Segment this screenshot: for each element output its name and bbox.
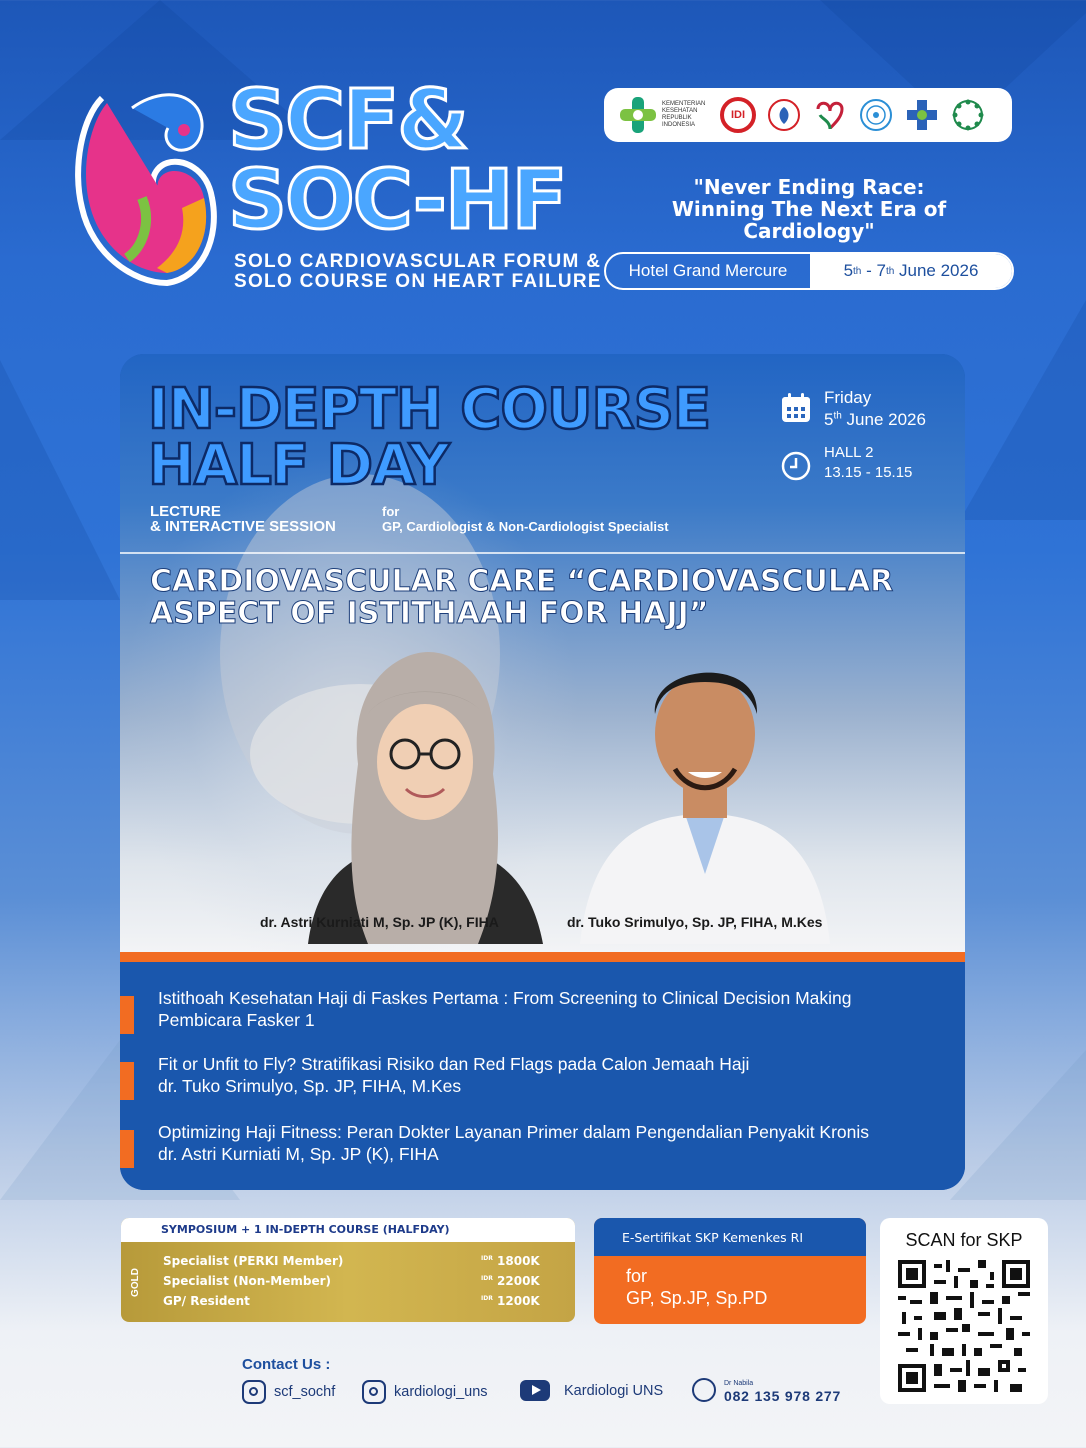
whatsapp-number[interactable]: 082 135 978 277 [724, 1388, 842, 1404]
course-time: 13.15 - 15.15 [824, 464, 913, 481]
agenda-title: Fit or Unfit to Fly? Stratifikasi Risiko dan Red Flags pada Calon Jemaah Haji [158, 1054, 750, 1074]
qr-card[interactable] [880, 1218, 1048, 1404]
course-title-line2: HALF DAY [148, 433, 449, 498]
topic-title-line2: ASPECT OF ISTITHAAH FOR HAJJ” [150, 596, 709, 631]
whatsapp-contact-name: Dr Nabila [724, 1380, 754, 1387]
agenda-speaker: dr. Tuko Srimulyo, Sp. JP, FIHA, M.Kes [158, 1076, 462, 1096]
tagline-line1: "Never Ending Race: [693, 175, 925, 199]
venue: Hotel Grand Mercure [628, 261, 788, 280]
course-card [120, 354, 965, 1190]
topic-title [150, 566, 950, 630]
event-dates: 5 th - 7 th June 2026 [810, 254, 1012, 288]
kemenkes-icon [618, 95, 658, 135]
instagram-handle[interactable]: scf_sochf [274, 1384, 336, 1400]
agenda-speaker: dr. Astri Kurniati M, Sp. JP (K), FIHA [158, 1144, 439, 1164]
contact-whatsapp[interactable] [692, 1378, 841, 1402]
qr-code-icon[interactable] [898, 1260, 1030, 1392]
kemenkes-text: KEMENTERIAN KESEHATAN REPUBLIK INDONESIA [662, 101, 706, 128]
qr-title: SCAN for SKP [905, 1230, 1023, 1250]
kemenkes-logo [618, 95, 710, 135]
brand-title-line2: SOC-HF [228, 153, 566, 248]
price-row: Specialist (PERKI Member) $^{IDR}$ 1800K [163, 1254, 540, 1268]
muhammadiyah-logo-icon [950, 97, 986, 133]
agenda-marker [120, 1062, 134, 1100]
course-day: Friday [824, 388, 872, 407]
session-format-line1: LECTURE [150, 503, 221, 520]
agenda-title: Istithoah Kesehatan Haji di Faskes Pertama : From Screening to Clinical Decision Making [158, 988, 852, 1008]
heart-logo-icon [72, 78, 222, 288]
certificate-for-label: for [626, 1266, 648, 1286]
topic-title-line1: CARDIOVASCULAR CARE “CARDIOVASCULAR [150, 564, 894, 599]
agenda-marker [120, 996, 134, 1034]
speaker-1-photo [288, 644, 558, 944]
certificate-header: E-Sertifikat SKP Kemenkes RI [594, 1218, 866, 1256]
idi-logo: IDI [720, 97, 756, 133]
venue-date-pill [604, 252, 1014, 290]
speaker-2-name: dr. Tuko Srimulyo, Sp. JP, FIHA, M.Kes [567, 914, 823, 930]
course-title [148, 377, 711, 498]
whatsapp-icon [692, 1378, 716, 1402]
session-format-line2: & INTERACTIVE SESSION [150, 518, 336, 535]
youtube-channel[interactable]: Kardiologi UNS [564, 1382, 664, 1399]
youtube-icon [520, 1380, 550, 1401]
calendar-icon [780, 392, 812, 424]
brand-subtitle [234, 252, 602, 292]
audience-text: GP, Cardiologist & Non-Cardiologist Specialist [382, 519, 669, 534]
contact-youtube[interactable] [520, 1380, 663, 1401]
pricing-card [121, 1218, 575, 1322]
instagram-icon [242, 1380, 266, 1404]
brand-subtitle-line2: SOLO COURSE ON HEART FAILURE [234, 271, 602, 292]
agenda-speaker: Pembicara Fasker 1 [158, 1010, 315, 1030]
brand-title-line1: SCF& [228, 73, 467, 168]
pricing-tier: GOLD [129, 1267, 141, 1297]
brand-subtitle-line1: SOLO CARDIOVASCULAR FORUM & [234, 251, 602, 272]
course-title-line1: IN-DEPTH COURSE [148, 377, 711, 442]
hero-divider [120, 552, 965, 554]
university-seal-icon [858, 97, 894, 133]
course-hall: HALL 2 [824, 444, 874, 461]
agenda-accent-line [120, 952, 965, 962]
course-date: 5th June 2026 [824, 410, 926, 429]
agenda-title: Optimizing Haji Fitness: Peran Dokter Layanan Primer dalam Pengendalian Penyakit Kronis [158, 1122, 870, 1142]
contact-label: Contact Us : [242, 1356, 331, 1373]
contact-instagram-1[interactable] [242, 1380, 335, 1404]
pricing-header [121, 1218, 575, 1242]
perki-logo-icon [766, 97, 802, 133]
agenda-list [120, 962, 965, 1190]
price-row: Specialist (Non-Member) $^{IDR}$ 2200K [163, 1274, 540, 1288]
hospital-cross-logo-icon [904, 97, 940, 133]
certificate-audience: GP, Sp.JP, Sp.PD [626, 1288, 768, 1308]
instagram-icon [362, 1380, 386, 1404]
certificate-card [594, 1218, 866, 1324]
tagline-line2: Winning The Next Era of Cardiology" [671, 197, 947, 243]
event-tagline [604, 176, 1014, 242]
speaker-1-name: dr. Astri Kurniati M, Sp. JP (K), FIHA [260, 914, 499, 930]
contact-instagram-2[interactable] [362, 1380, 488, 1404]
pricing-header-text: SYMPOSIUM + 1 IN-DEPTH COURSE (HALFDAY) [161, 1223, 450, 1236]
heart-ribbon-logo-icon [812, 97, 848, 133]
audience-for-label: for [382, 504, 400, 519]
partner-logos [604, 88, 1012, 142]
target-audience [382, 504, 669, 534]
instagram-handle[interactable]: kardiologi_uns [394, 1384, 488, 1400]
session-format [150, 504, 336, 534]
clock-icon [780, 450, 812, 482]
speaker-2-photo [580, 644, 830, 944]
agenda-marker [120, 1130, 134, 1168]
price-row: GP/ Resident $^{IDR}$ 1200K [163, 1294, 540, 1308]
course-card-hero [120, 354, 965, 954]
